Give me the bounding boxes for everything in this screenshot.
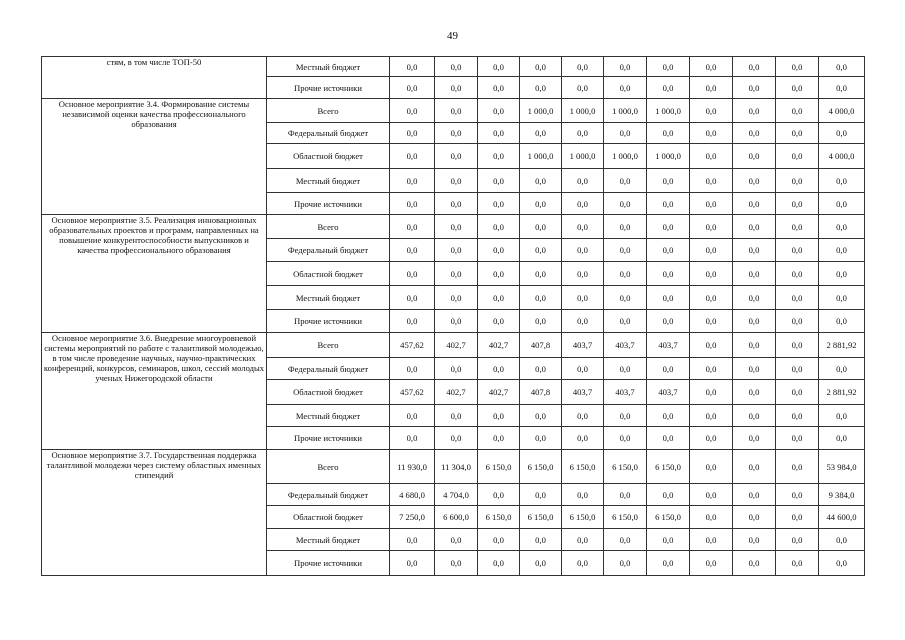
budget-table — [41, 56, 865, 576]
value-cell: 0,0 — [390, 169, 435, 193]
value-cell: 0,0 — [435, 239, 478, 262]
funding-source-cell: Прочие источники — [267, 551, 390, 576]
value-cell: 0,0 — [733, 450, 776, 484]
event-title-cell: стям, в том числе ТОП-50 — [42, 57, 267, 99]
value-cell: 0,0 — [733, 484, 776, 506]
value-cell: 403,7 — [562, 333, 604, 358]
funding-source-cell: Местный бюджет — [267, 405, 390, 427]
value-cell: 0,0 — [520, 551, 562, 576]
value-cell: 0,0 — [435, 57, 478, 77]
value-cell: 0,0 — [776, 123, 819, 144]
value-cell: 0,0 — [435, 427, 478, 450]
value-cell: 0,0 — [776, 380, 819, 405]
value-cell: 0,0 — [733, 239, 776, 262]
value-cell: 0,0 — [690, 310, 733, 333]
funding-source-cell: Местный бюджет — [267, 57, 390, 77]
funding-source-cell: Местный бюджет — [267, 286, 390, 310]
value-cell: 0,0 — [733, 310, 776, 333]
value-cell: 0,0 — [647, 239, 690, 262]
value-cell: 0,0 — [478, 215, 520, 239]
value-cell: 0,0 — [478, 169, 520, 193]
value-cell: 0,0 — [647, 358, 690, 380]
value-cell: 0,0 — [435, 405, 478, 427]
value-cell: 457,62 — [390, 333, 435, 358]
value-cell: 0,0 — [604, 57, 647, 77]
total-value-cell: 4 000,0 — [819, 144, 865, 169]
value-cell: 0,0 — [647, 193, 690, 215]
funding-source-cell: Областной бюджет — [267, 144, 390, 169]
value-cell: 6 150,0 — [604, 450, 647, 484]
table-row — [42, 99, 865, 123]
value-cell: 407,8 — [520, 380, 562, 405]
total-value-cell: 9 384,0 — [819, 484, 865, 506]
value-cell: 0,0 — [733, 427, 776, 450]
funding-source-cell: Прочие источники — [267, 77, 390, 99]
event-title-cell: Основное мероприятие 3.7. Государственная поддержка талантливой молодежи через систему областных именных стипендий — [42, 450, 267, 576]
value-cell: 0,0 — [562, 57, 604, 77]
funding-source-cell: Областной бюджет — [267, 380, 390, 405]
value-cell: 0,0 — [520, 310, 562, 333]
value-cell: 0,0 — [520, 193, 562, 215]
event-title-cell: Основное мероприятие 3.6. Внедрение многоуровневой системы мероприятий по работе с талантливой молодежью, в том числе проведение научных, научно-практических конференций, конкурсов, семинаров, школ, сессий молодых ученых Нижегородской области — [42, 333, 267, 450]
value-cell: 0,0 — [733, 77, 776, 99]
value-cell: 0,0 — [733, 99, 776, 123]
value-cell: 0,0 — [647, 427, 690, 450]
value-cell: 0,0 — [478, 286, 520, 310]
value-cell: 0,0 — [733, 144, 776, 169]
total-value-cell: 0,0 — [819, 358, 865, 380]
value-cell: 0,0 — [562, 427, 604, 450]
value-cell: 0,0 — [520, 484, 562, 506]
funding-source-cell: Федеральный бюджет — [267, 484, 390, 506]
total-value-cell: 2 881,92 — [819, 380, 865, 405]
value-cell: 0,0 — [562, 169, 604, 193]
value-cell: 0,0 — [520, 262, 562, 286]
value-cell: 0,0 — [647, 169, 690, 193]
value-cell: 0,0 — [690, 529, 733, 551]
value-cell: 0,0 — [647, 529, 690, 551]
value-cell: 402,7 — [435, 380, 478, 405]
value-cell: 0,0 — [562, 123, 604, 144]
value-cell: 0,0 — [478, 405, 520, 427]
value-cell: 0,0 — [690, 193, 733, 215]
value-cell: 0,0 — [733, 380, 776, 405]
value-cell: 1 000,0 — [604, 99, 647, 123]
value-cell: 0,0 — [478, 358, 520, 380]
value-cell: 0,0 — [776, 262, 819, 286]
value-cell: 0,0 — [776, 310, 819, 333]
value-cell: 0,0 — [733, 262, 776, 286]
value-cell: 0,0 — [647, 286, 690, 310]
value-cell: 1 000,0 — [604, 144, 647, 169]
value-cell: 0,0 — [776, 333, 819, 358]
value-cell: 0,0 — [520, 529, 562, 551]
value-cell: 6 150,0 — [647, 450, 690, 484]
value-cell: 0,0 — [776, 551, 819, 576]
value-cell: 0,0 — [390, 239, 435, 262]
value-cell: 0,0 — [390, 57, 435, 77]
value-cell: 403,7 — [562, 380, 604, 405]
value-cell: 0,0 — [562, 529, 604, 551]
value-cell: 0,0 — [520, 427, 562, 450]
value-cell: 0,0 — [776, 99, 819, 123]
table-row — [42, 333, 865, 358]
value-cell: 403,7 — [604, 333, 647, 358]
value-cell: 11 304,0 — [435, 450, 478, 484]
value-cell: 0,0 — [520, 358, 562, 380]
value-cell: 0,0 — [478, 310, 520, 333]
value-cell: 0,0 — [435, 215, 478, 239]
value-cell: 0,0 — [604, 262, 647, 286]
value-cell: 0,0 — [690, 506, 733, 529]
value-cell: 0,0 — [478, 77, 520, 99]
value-cell: 0,0 — [733, 529, 776, 551]
value-cell: 0,0 — [690, 551, 733, 576]
value-cell: 0,0 — [435, 529, 478, 551]
value-cell: 402,7 — [435, 333, 478, 358]
value-cell: 0,0 — [478, 193, 520, 215]
value-cell: 0,0 — [690, 286, 733, 310]
value-cell: 0,0 — [390, 551, 435, 576]
value-cell: 0,0 — [776, 239, 819, 262]
value-cell: 0,0 — [478, 57, 520, 77]
total-value-cell: 0,0 — [819, 405, 865, 427]
value-cell: 0,0 — [690, 405, 733, 427]
value-cell: 0,0 — [604, 193, 647, 215]
total-value-cell: 44 600,0 — [819, 506, 865, 529]
value-cell: 0,0 — [390, 358, 435, 380]
value-cell: 0,0 — [604, 239, 647, 262]
value-cell: 0,0 — [604, 427, 647, 450]
value-cell: 0,0 — [776, 77, 819, 99]
value-cell: 0,0 — [690, 358, 733, 380]
value-cell: 0,0 — [562, 358, 604, 380]
value-cell: 0,0 — [733, 358, 776, 380]
value-cell: 11 930,0 — [390, 450, 435, 484]
value-cell: 0,0 — [733, 215, 776, 239]
value-cell: 0,0 — [390, 427, 435, 450]
value-cell: 0,0 — [690, 484, 733, 506]
value-cell: 0,0 — [390, 193, 435, 215]
value-cell: 0,0 — [647, 484, 690, 506]
value-cell: 0,0 — [733, 57, 776, 77]
event-title-cell: Основное мероприятие 3.5. Реализация инновационных образовательных проектов и программ, направленных на повышение конкурентоспособности выпускников и качества профессионального образования — [42, 215, 267, 333]
value-cell: 0,0 — [690, 215, 733, 239]
value-cell: 0,0 — [733, 333, 776, 358]
value-cell: 1 000,0 — [562, 99, 604, 123]
value-cell: 0,0 — [690, 99, 733, 123]
value-cell: 402,7 — [478, 333, 520, 358]
total-value-cell: 0,0 — [819, 529, 865, 551]
total-value-cell: 2 881,92 — [819, 333, 865, 358]
total-value-cell: 0,0 — [819, 169, 865, 193]
total-value-cell: 0,0 — [819, 286, 865, 310]
value-cell: 0,0 — [562, 262, 604, 286]
total-value-cell: 0,0 — [819, 551, 865, 576]
value-cell: 6 600,0 — [435, 506, 478, 529]
value-cell: 0,0 — [390, 215, 435, 239]
value-cell: 0,0 — [435, 123, 478, 144]
funding-source-cell: Прочие источники — [267, 193, 390, 215]
value-cell: 0,0 — [478, 99, 520, 123]
value-cell: 0,0 — [647, 262, 690, 286]
funding-source-cell: Федеральный бюджет — [267, 239, 390, 262]
value-cell: 402,7 — [478, 380, 520, 405]
value-cell: 0,0 — [478, 239, 520, 262]
value-cell: 0,0 — [776, 529, 819, 551]
funding-source-cell: Местный бюджет — [267, 529, 390, 551]
value-cell: 0,0 — [390, 405, 435, 427]
value-cell: 0,0 — [520, 169, 562, 193]
value-cell: 0,0 — [604, 123, 647, 144]
value-cell: 0,0 — [604, 529, 647, 551]
value-cell: 0,0 — [690, 380, 733, 405]
total-value-cell: 4 000,0 — [819, 99, 865, 123]
value-cell: 0,0 — [733, 405, 776, 427]
funding-source-cell: Всего — [267, 99, 390, 123]
value-cell: 0,0 — [604, 286, 647, 310]
total-value-cell: 0,0 — [819, 57, 865, 77]
value-cell: 0,0 — [390, 123, 435, 144]
value-cell: 0,0 — [520, 57, 562, 77]
value-cell: 0,0 — [478, 123, 520, 144]
value-cell: 0,0 — [776, 506, 819, 529]
total-value-cell: 0,0 — [819, 262, 865, 286]
funding-source-cell: Областной бюджет — [267, 506, 390, 529]
value-cell: 0,0 — [562, 215, 604, 239]
total-value-cell: 0,0 — [819, 239, 865, 262]
value-cell: 0,0 — [520, 405, 562, 427]
value-cell: 0,0 — [435, 310, 478, 333]
value-cell: 0,0 — [562, 484, 604, 506]
funding-source-cell: Прочие источники — [267, 310, 390, 333]
value-cell: 0,0 — [562, 310, 604, 333]
total-value-cell: 0,0 — [819, 123, 865, 144]
value-cell: 0,0 — [647, 57, 690, 77]
value-cell: 0,0 — [604, 551, 647, 576]
total-value-cell: 0,0 — [819, 193, 865, 215]
total-value-cell: 0,0 — [819, 77, 865, 99]
value-cell: 0,0 — [647, 77, 690, 99]
value-cell: 407,8 — [520, 333, 562, 358]
value-cell: 0,0 — [690, 169, 733, 193]
value-cell: 6 150,0 — [478, 506, 520, 529]
value-cell: 0,0 — [776, 484, 819, 506]
value-cell: 0,0 — [390, 77, 435, 99]
value-cell: 0,0 — [604, 405, 647, 427]
value-cell: 0,0 — [435, 193, 478, 215]
value-cell: 6 150,0 — [604, 506, 647, 529]
total-value-cell: 0,0 — [819, 427, 865, 450]
value-cell: 0,0 — [733, 551, 776, 576]
value-cell: 0,0 — [776, 427, 819, 450]
value-cell: 0,0 — [562, 239, 604, 262]
value-cell: 0,0 — [478, 551, 520, 576]
value-cell: 6 150,0 — [647, 506, 690, 529]
value-cell: 0,0 — [435, 77, 478, 99]
value-cell: 0,0 — [435, 551, 478, 576]
value-cell: 0,0 — [690, 427, 733, 450]
value-cell: 0,0 — [776, 405, 819, 427]
value-cell: 0,0 — [478, 484, 520, 506]
value-cell: 0,0 — [733, 286, 776, 310]
value-cell: 0,0 — [604, 484, 647, 506]
value-cell: 0,0 — [647, 215, 690, 239]
value-cell: 0,0 — [604, 310, 647, 333]
value-cell: 403,7 — [647, 333, 690, 358]
value-cell: 0,0 — [435, 358, 478, 380]
total-value-cell: 0,0 — [819, 215, 865, 239]
table-row — [42, 57, 865, 77]
value-cell: 0,0 — [435, 144, 478, 169]
funding-source-cell: Областной бюджет — [267, 262, 390, 286]
value-cell: 0,0 — [478, 427, 520, 450]
value-cell: 4 680,0 — [390, 484, 435, 506]
funding-source-cell: Всего — [267, 333, 390, 358]
value-cell: 0,0 — [562, 77, 604, 99]
value-cell: 0,0 — [690, 239, 733, 262]
funding-source-cell: Всего — [267, 215, 390, 239]
funding-source-cell: Местный бюджет — [267, 169, 390, 193]
value-cell: 0,0 — [604, 77, 647, 99]
value-cell: 1 000,0 — [520, 99, 562, 123]
value-cell: 0,0 — [647, 310, 690, 333]
total-value-cell: 0,0 — [819, 310, 865, 333]
value-cell: 1 000,0 — [647, 99, 690, 123]
total-value-cell: 53 984,0 — [819, 450, 865, 484]
value-cell: 0,0 — [435, 262, 478, 286]
value-cell: 0,0 — [435, 99, 478, 123]
value-cell: 0,0 — [435, 286, 478, 310]
value-cell: 0,0 — [647, 405, 690, 427]
value-cell: 403,7 — [647, 380, 690, 405]
value-cell: 0,0 — [733, 169, 776, 193]
value-cell: 0,0 — [604, 215, 647, 239]
value-cell: 0,0 — [562, 551, 604, 576]
value-cell: 0,0 — [390, 262, 435, 286]
value-cell: 0,0 — [776, 358, 819, 380]
table-row — [42, 215, 865, 239]
value-cell: 0,0 — [690, 77, 733, 99]
value-cell: 0,0 — [520, 215, 562, 239]
value-cell: 0,0 — [562, 193, 604, 215]
value-cell: 403,7 — [604, 380, 647, 405]
value-cell: 0,0 — [776, 57, 819, 77]
value-cell: 6 150,0 — [478, 450, 520, 484]
funding-source-cell: Федеральный бюджет — [267, 123, 390, 144]
value-cell: 0,0 — [776, 286, 819, 310]
event-title-cell: Основное мероприятие 3.4. Формирование системы независимой оценки качества профессионального образования — [42, 99, 267, 215]
funding-source-cell: Прочие источники — [267, 427, 390, 450]
value-cell: 0,0 — [733, 123, 776, 144]
table-row — [42, 450, 865, 484]
value-cell: 0,0 — [690, 123, 733, 144]
value-cell: 0,0 — [520, 77, 562, 99]
value-cell: 1 000,0 — [520, 144, 562, 169]
value-cell: 4 704,0 — [435, 484, 478, 506]
value-cell: 0,0 — [690, 57, 733, 77]
value-cell: 1 000,0 — [562, 144, 604, 169]
value-cell: 0,0 — [390, 310, 435, 333]
value-cell: 0,0 — [562, 405, 604, 427]
value-cell: 0,0 — [562, 286, 604, 310]
value-cell: 0,0 — [647, 551, 690, 576]
value-cell: 0,0 — [690, 144, 733, 169]
value-cell: 6 150,0 — [562, 450, 604, 484]
value-cell: 0,0 — [733, 506, 776, 529]
value-cell: 0,0 — [520, 286, 562, 310]
value-cell: 0,0 — [690, 450, 733, 484]
value-cell: 0,0 — [478, 262, 520, 286]
page-number: 49 — [447, 30, 458, 42]
value-cell: 0,0 — [520, 123, 562, 144]
value-cell: 0,0 — [478, 144, 520, 169]
funding-source-cell: Федеральный бюджет — [267, 358, 390, 380]
value-cell: 0,0 — [520, 239, 562, 262]
value-cell: 0,0 — [435, 169, 478, 193]
value-cell: 6 150,0 — [520, 506, 562, 529]
value-cell: 0,0 — [690, 333, 733, 358]
value-cell: 0,0 — [776, 193, 819, 215]
value-cell: 0,0 — [776, 450, 819, 484]
value-cell: 0,0 — [390, 529, 435, 551]
value-cell: 0,0 — [604, 358, 647, 380]
value-cell: 0,0 — [647, 123, 690, 144]
value-cell: 0,0 — [776, 169, 819, 193]
value-cell: 0,0 — [690, 262, 733, 286]
value-cell: 1 000,0 — [647, 144, 690, 169]
value-cell: 0,0 — [390, 286, 435, 310]
value-cell: 0,0 — [776, 215, 819, 239]
value-cell: 6 150,0 — [562, 506, 604, 529]
value-cell: 7 250,0 — [390, 506, 435, 529]
value-cell: 457,62 — [390, 380, 435, 405]
value-cell: 0,0 — [604, 169, 647, 193]
funding-source-cell: Всего — [267, 450, 390, 484]
value-cell: 0,0 — [776, 144, 819, 169]
value-cell: 0,0 — [478, 529, 520, 551]
value-cell: 0,0 — [390, 144, 435, 169]
table-body — [42, 57, 865, 576]
value-cell: 0,0 — [733, 193, 776, 215]
value-cell: 6 150,0 — [520, 450, 562, 484]
value-cell: 0,0 — [390, 99, 435, 123]
